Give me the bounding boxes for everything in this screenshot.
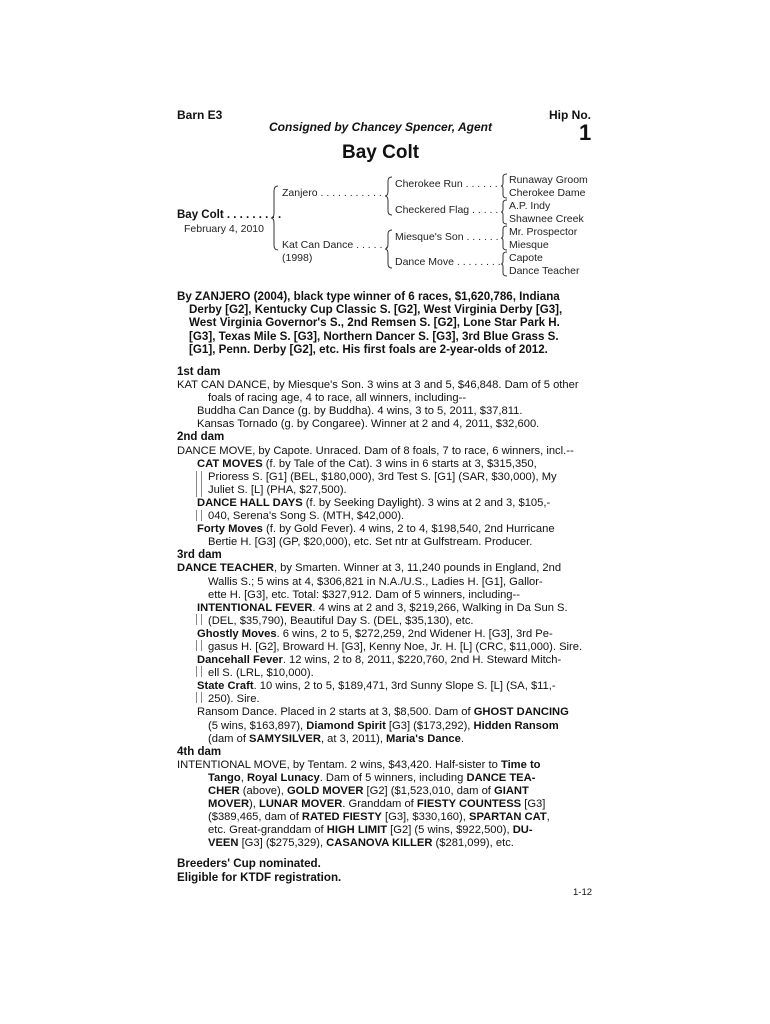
hip-label: Hip No.	[549, 108, 591, 122]
granddam-7: Capote	[509, 252, 543, 264]
text-line: foals of racing age, 4 to race, all winners, including--	[208, 392, 467, 405]
text-line: (5 wins, $163,897), Diamond Spirit [G3] ($173,292), Hidden Ransom	[208, 719, 559, 732]
text-line: Prioress S. [G1] (BEL, $180,000), 3rd Test S. [G1] (SAR, $30,000), My	[208, 470, 557, 483]
third-dam-heading: 3rd dam	[177, 549, 222, 562]
bracket-g4	[500, 251, 508, 277]
margin-mark	[196, 666, 202, 677]
sire-paragraph	[177, 290, 593, 356]
produce-record	[177, 366, 593, 850]
dam-dam: Dance Move . . . . . . . .	[395, 256, 501, 268]
consignor: Consigned by Chancey Spencer, Agent	[269, 120, 492, 134]
margin-mark	[196, 640, 202, 651]
subject: Bay Colt . . . . . . . . .	[177, 209, 282, 221]
page-number: 1-12	[573, 887, 593, 898]
dam-year: (1998)	[282, 252, 313, 264]
text-line: Kansas Tornado (g. by Congaree). Winner at 2 and 4, 2011, $32,600.	[197, 418, 540, 431]
text-line: DANCE TEACHER, by Smarten. Winner at 3, 11,240 pounds in England, 2nd	[177, 562, 562, 575]
text-line: CAT MOVES (f. by Tale of the Cat). 3 wins in 6 starts at 3, $315,350,	[197, 457, 537, 470]
text-line: INTENTIONAL FEVER. 4 wins at 2 and 3, $219,266, Walking in Da Sun S.	[197, 601, 568, 614]
granddam-3: A.P. Indy	[509, 200, 551, 212]
text-line: State Craft. 10 wins, 2 to 5, $189,471, 3rd Sunny Slope S. [L] (SA, $11,-	[197, 680, 556, 693]
text-line: (DEL, $35,790), Beautiful Day S. (DEL, $35,130), etc.	[208, 614, 474, 627]
sire-line: [G1], Penn. Derby [G2], etc. His first foals are 2-year-olds of 2012.	[189, 342, 548, 356]
granddam-sire-1: Runaway Groom	[509, 174, 588, 186]
margin-mark	[196, 510, 202, 521]
bracket-g1	[500, 173, 508, 199]
text-line: DANCE HALL DAYS (f. by Seeking Daylight). 3 wins at 2 and 3, $105,-	[197, 496, 551, 509]
margin-mark	[196, 614, 202, 625]
text-line: ette H. [G3], etc. Total: $327,912. Dam of 5 winners, including--	[208, 588, 520, 601]
granddam-4: Shawnee Creek	[509, 213, 584, 225]
bracket-sire	[384, 176, 394, 216]
bracket-dam	[384, 229, 394, 269]
text-line: ell S. (LRL, $10,000).	[208, 667, 314, 680]
text-line: MOVER), LUNAR MOVER. Granddam of FIESTY COUNTESS [G3]	[208, 798, 546, 811]
fourth-dam-heading: 4th dam	[177, 745, 222, 758]
ktdf-note: Eligible for KTDF registration.	[177, 871, 342, 884]
sire-sire: Cherokee Run . . . . . .	[395, 178, 498, 190]
text-line: Ransom Dance. Placed in 2 starts at 3, $8,500. Dam of GHOST DANCING	[197, 706, 569, 719]
sire-line: Derby [G2], Kentucky Cup Classic S. [G2], West Virginia Derby [G3],	[189, 303, 563, 317]
text-line: VEEN [G3] ($275,329), CASANOVA KILLER ($281,099), etc.	[208, 837, 514, 850]
margin-mark	[196, 471, 202, 497]
text-line: Dancehall Fever. 12 wins, 2 to 8, 2011, $220,760, 2nd H. Steward Mitch-	[197, 654, 562, 667]
dam: Kat Can Dance . . . . . .	[282, 239, 389, 251]
barn-label: Barn E3	[177, 108, 223, 122]
granddam-2: Cherokee Dame	[509, 187, 586, 199]
text-line: etc. Great-granddam of HIGH LIMIT [G2] (5 wins, $922,500), DU-	[208, 824, 533, 837]
text-line: 250). Sire.	[208, 693, 260, 706]
second-dam-heading: 2nd dam	[177, 431, 225, 444]
text-line: Tango, Royal Lunacy. Dam of 5 winners, including DANCE TEA-	[208, 771, 536, 784]
bracket-g3	[500, 225, 508, 251]
text-line: Buddha Can Dance (g. by Buddha). 4 wins, 3 to 5, 2011, $37,811.	[197, 405, 523, 418]
foaling-date: February 4, 2010	[184, 223, 264, 235]
text-line: 040, Serena's Song S. (MTH, $42,000).	[208, 510, 405, 523]
text-line: ($389,465, dam of RATED FIESTY [G3], $330,160), SPARTAN CAT,	[208, 811, 550, 824]
text-line: INTENTIONAL MOVE, by Tentam. 2 wins, $43,420. Half-sister to Time to	[177, 758, 541, 771]
text-line: KAT CAN DANCE, by Miesque's Son. 3 wins at 3 and 5, $46,848. Dam of 5 other	[177, 379, 579, 392]
dam-sire: Miesque's Son . . . . . .	[395, 231, 499, 243]
text-line: Juliet S. [L] (PHA, $27,500).	[208, 483, 347, 496]
text-line: Wallis S.; 5 wins at 4, $306,821 in N.A./U.S., Ladies H. [G1], Gallor-	[208, 575, 543, 588]
text-line: CHER (above), GOLD MOVER [G2] ($1,523,010, dam of GIANT	[208, 785, 529, 797]
text-line: gasus H. [G2], Broward H. [G3], Kenny Noe, Jr. H. [L] (CRC, $11,000). Sire.	[208, 640, 583, 653]
bracket-main	[270, 185, 280, 251]
page-title: Bay Colt	[342, 142, 420, 163]
granddam-5: Mr. Prospector	[509, 226, 578, 238]
breeders-cup-note: Breeders' Cup nominated.	[177, 857, 321, 870]
sire: Zanjero . . . . . . . . . . . .	[282, 187, 388, 199]
sire-line: [G3], Texas Mile S. [G3], Northern Dancer S. [G3], 3rd Blue Grass S.	[189, 329, 559, 343]
text-line: DANCE MOVE, by Capote. Unraced. Dam of 8 foals, 7 to race, 6 winners, incl.--	[177, 444, 574, 457]
hip-number: 1	[579, 120, 592, 145]
sire-line: By ZANJERO (2004), black type winner of 6 races, $1,620,786, Indiana	[177, 290, 560, 303]
text-line: Forty Moves (f. by Gold Fever). 4 wins, 2 to 4, $198,540, 2nd Hurricane	[197, 523, 555, 536]
first-dam-heading: 1st dam	[177, 366, 221, 378]
margin-mark	[196, 692, 202, 703]
granddam-6: Miesque	[509, 239, 549, 251]
text-line: Ghostly Moves. 6 wins, 2 to 5, $272,259, 2nd Widener H. [G3], 3rd Pe-	[197, 627, 553, 640]
granddam-8: Dance Teacher	[509, 265, 580, 277]
sire-line: West Virginia Governor's S., 2nd Remsen S. [G2], Lone Star Park H.	[189, 316, 560, 330]
text-line: (dam of SAMYSILVER, at 3, 2011), Maria's Dance.	[208, 732, 464, 745]
sire-dam: Checkered Flag . . . . .	[395, 204, 499, 216]
bracket-g2	[500, 199, 508, 225]
text-line: Bertie H. [G3] (GP, $20,000), etc. Set ntr at Gulfstream. Producer.	[208, 536, 533, 549]
